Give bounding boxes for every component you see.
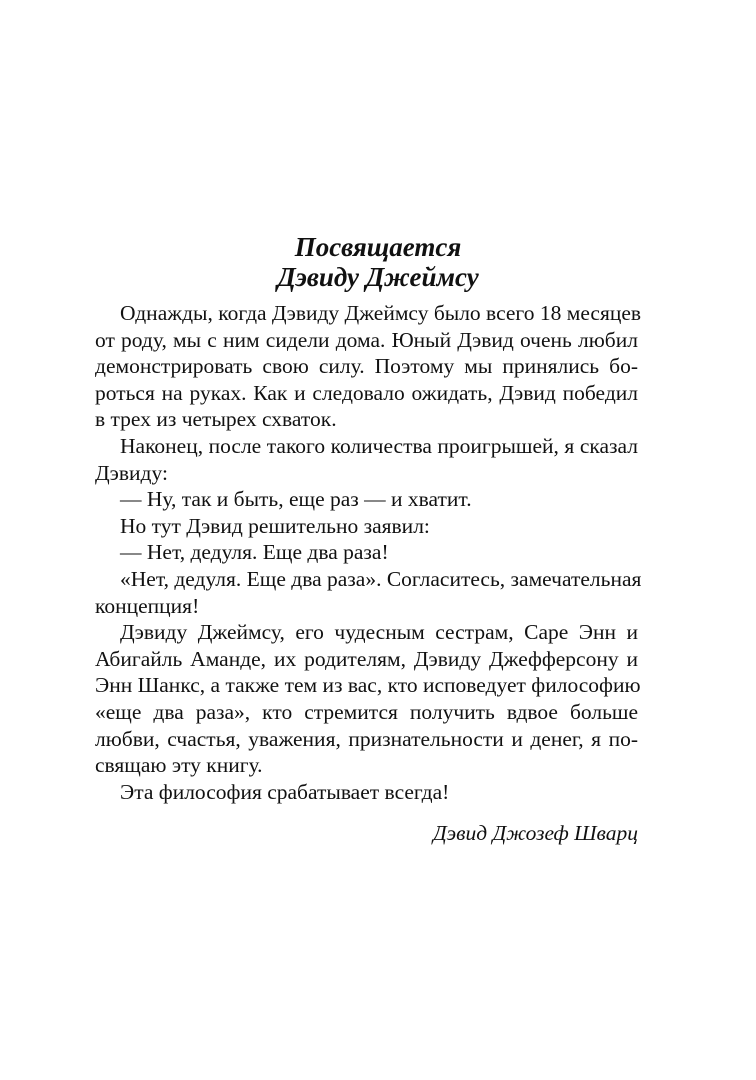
text-line: «еще два раза», кто стремится получить вдвое больше — [95, 699, 638, 724]
text-line: — Нет, дедуля. Еще два раза! — [120, 540, 389, 565]
text-line: Дэвиду: — [95, 460, 168, 485]
text-line: Но тут Дэвид решительно заявил: — [120, 513, 430, 538]
text-line: Однажды, когда Дэвиду Джеймсу было всего 18 месяцев — [120, 301, 642, 325]
paragraph — [95, 300, 642, 433]
text-line: Эта философия срабатывает всегда! — [120, 779, 450, 804]
paragraph — [120, 539, 638, 566]
dedication-recipient: Дэвиду Джеймсу — [277, 262, 479, 292]
text-line: — Ну, так и быть, еще раз — и хватит. — [120, 487, 472, 512]
text-line: Абигайль Аманде, их родителям, Дэвиду Джефферсону и — [95, 646, 638, 671]
dedication-body — [95, 300, 642, 805]
text-line: любви, счастья, уважения, признательности и денег, я по- — [95, 726, 638, 751]
dedication-heading — [0, 232, 756, 292]
text-line: в трех из четырех схваток. — [95, 407, 337, 432]
paragraph — [120, 779, 638, 806]
author-signature: Дэвид Джозеф Шварц — [433, 821, 638, 845]
text-line: от роду, мы с ним сидели дома. Юный Дэвид очень любил — [95, 327, 638, 352]
paragraph — [120, 513, 638, 540]
paragraph — [95, 433, 638, 486]
paragraph — [95, 619, 641, 779]
paragraph — [95, 566, 642, 619]
text-line: Дэвиду Джеймсу, его чудесным сестрам, Саре Энн и — [120, 620, 638, 645]
text-line: демонстрировать свою силу. Поэтому мы принялись бо- — [95, 354, 638, 379]
text-line: роться на руках. Как и следовало ожидать, Дэвид победил — [95, 380, 638, 405]
text-line: свящаю эту книгу. — [95, 753, 263, 778]
text-line: концепция! — [95, 593, 200, 618]
dedication-title: Посвящается — [294, 232, 462, 262]
text-line: Энн Шанкс, а также тем из вас, кто исповедует философию — [95, 673, 641, 698]
paragraph — [120, 486, 638, 513]
text-line: Наконец, после такого количества проигрышей, я сказал — [120, 433, 638, 458]
text-line: «Нет, дедуля. Еще два раза». Согласитесь, замечательная — [120, 566, 642, 591]
